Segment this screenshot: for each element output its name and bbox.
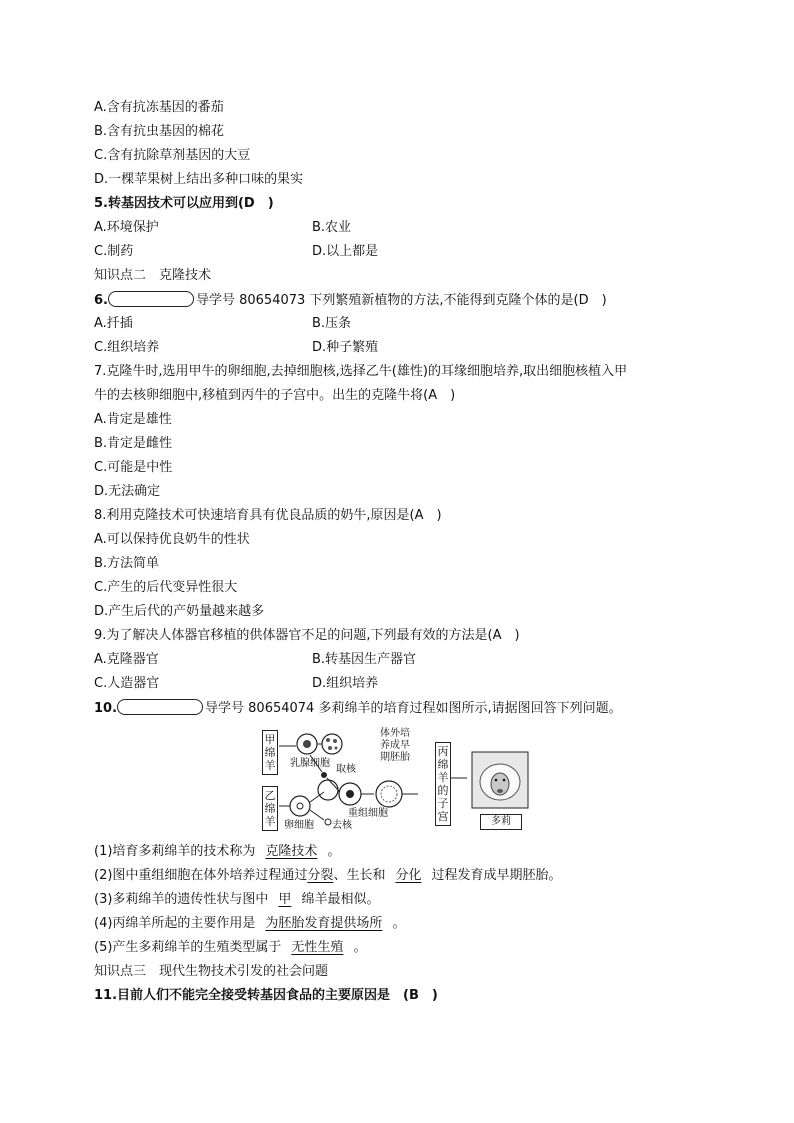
q9-option-a: A.克隆器官 (94, 652, 159, 667)
s1-answer: 克隆技术 (265, 844, 318, 859)
question-7-line1: 7.克隆牛时,选用甲牛的卵细胞,去掉细胞核,选择乙牛(雄性)的耳缘细胞培养,取出细胞核植入甲 (94, 364, 628, 379)
s5-suffix: 。 (353, 940, 367, 955)
question-6-text: 导学号 80654073 下列繁殖新植物的方法,不能得到克隆个体的是(D ) (195, 293, 607, 308)
sheep-c-uterus-box: 丙绵羊的子宫 (435, 742, 451, 826)
dolly-cloning-diagram (262, 728, 532, 832)
q7-option-a: A.肯定是雄性 (94, 412, 172, 427)
sheep-a-box: 甲绵羊 (262, 730, 278, 775)
sheep-b-box: 乙绵羊 (262, 786, 278, 831)
s2-suffix: 过程发育成早期胚胎。 (431, 868, 562, 883)
question-11 (94, 987, 438, 1005)
answer-blank-oval (117, 699, 203, 715)
q9-option-b: B.转基因生产器官 (312, 652, 417, 667)
question-10 (94, 699, 622, 718)
q4-option-c: C.含有抗除草剂基因的大豆 (94, 148, 251, 163)
q6-option-c: C.组织培养 (94, 340, 160, 355)
q6-options-row1 (94, 315, 352, 333)
recombined-cell-label: 重组细胞 (348, 808, 388, 819)
q9-options-row2 (94, 675, 379, 693)
q10-sub-3 (94, 891, 379, 909)
s5-answer: 无性生殖 (291, 940, 344, 955)
s2-answer-2: 分化 (395, 868, 422, 883)
s4-prefix: (4)丙绵羊所起的主要作用是 (94, 916, 256, 931)
s3-suffix: 绵羊最相似。 (301, 892, 380, 907)
in-vitro-culture-label (380, 728, 410, 764)
q9-option-d: D.组织培养 (312, 676, 379, 691)
q8-option-d: D.产生后代的产奶量越来越多 (94, 604, 265, 619)
q9-options-row1 (94, 651, 417, 669)
question-8: 8.利用克隆技术可快速培育具有优良品质的奶牛,原因是(A ) (94, 508, 442, 523)
s4-answer: 为胚胎发育提供场所 (265, 916, 383, 931)
knowledge-point-2: 知识点二 克隆技术 (94, 268, 212, 283)
question-9: 9.为了解决人体器官移植的供体器官不足的问题,下列最有效的方法是(A ) (94, 628, 520, 643)
q10-sub-4 (94, 915, 405, 933)
take-nucleus-label: 取核 (336, 764, 356, 775)
s2-prefix: (2)图中重组细胞在体外培养过程通过 (94, 868, 308, 883)
s1-prefix: (1)培育多莉绵羊的技术称为 (94, 844, 256, 859)
question-10-number: 10. (94, 701, 118, 716)
mammary-cell-label: 乳腺细胞 (290, 758, 330, 769)
answer-blank-oval (108, 291, 194, 307)
s1-suffix: 。 (327, 844, 341, 859)
q6-option-a: A.扦插 (94, 316, 133, 331)
s3-prefix: (3)多莉绵羊的遗传性状与图中 (94, 892, 269, 907)
s2-middle: 、生长和 (333, 868, 386, 883)
q4-option-a: A.含有抗冻基因的番茄 (94, 100, 224, 115)
knowledge-point-3: 知识点三 现代生物技术引发的社会问题 (94, 964, 329, 979)
s3-answer: 甲 (278, 892, 292, 907)
s2-answer-1: 分裂 (307, 868, 334, 883)
question-6 (94, 291, 607, 310)
q9-option-c: C.人造器官 (94, 676, 160, 691)
q4-option-b: B.含有抗虫基因的棉花 (94, 124, 225, 139)
culture-label-2: 养成早 (380, 740, 410, 751)
culture-label-1: 体外培 (380, 728, 410, 739)
s5-prefix: (5)产生多莉绵羊的生殖类型属于 (94, 940, 282, 955)
egg-cell-label: 卵细胞 (284, 820, 314, 831)
q8-option-c: C.产生的后代变异性很大 (94, 580, 238, 595)
q5-option-a: A.环境保护 (94, 220, 159, 235)
remove-nucleus-label: 去核 (332, 820, 352, 831)
q7-option-c: C.可能是中性 (94, 460, 173, 475)
question-5-text: 5.转基因技术可以应用到(D ) (94, 196, 274, 211)
q7-option-b: B.肯定是雌性 (94, 436, 173, 451)
q5-options-row1 (94, 219, 352, 237)
q10-sub-2 (94, 867, 561, 885)
q5-option-c: C.制药 (94, 244, 134, 259)
q6-options-row2 (94, 339, 379, 357)
question-6-number: 6. (94, 293, 108, 308)
q6-option-b: B.压条 (312, 316, 352, 331)
dolly-caption: 多莉 (480, 814, 522, 830)
q8-option-b: B.方法简单 (94, 556, 160, 571)
question-11-text: 11.目前人们不能完全接受转基因食品的主要原因是 (B ) (94, 988, 438, 1003)
q10-sub-1 (94, 843, 340, 861)
q10-sub-5 (94, 939, 366, 957)
q5-options-row2 (94, 243, 379, 261)
q6-option-d: D.种子繁殖 (312, 340, 379, 355)
q5-option-b: B.农业 (312, 220, 352, 235)
culture-label-3: 期胚胎 (380, 752, 410, 763)
question-5 (94, 195, 274, 213)
q5-option-d: D.以上都是 (312, 244, 379, 259)
q4-option-d: D.一棵苹果树上结出多种口味的果实 (94, 172, 304, 187)
q8-option-a: A.可以保持优良奶牛的性状 (94, 532, 250, 547)
q7-option-d: D.无法确定 (94, 484, 161, 499)
s4-suffix: 。 (392, 916, 406, 931)
question-7-line2: 牛的去核卵细胞中,移植到丙牛的子宫中。出生的克隆牛将(A ) (94, 388, 456, 403)
question-10-text: 导学号 80654074 多莉绵羊的培育过程如图所示,请据图回答下列问题。 (205, 701, 622, 716)
